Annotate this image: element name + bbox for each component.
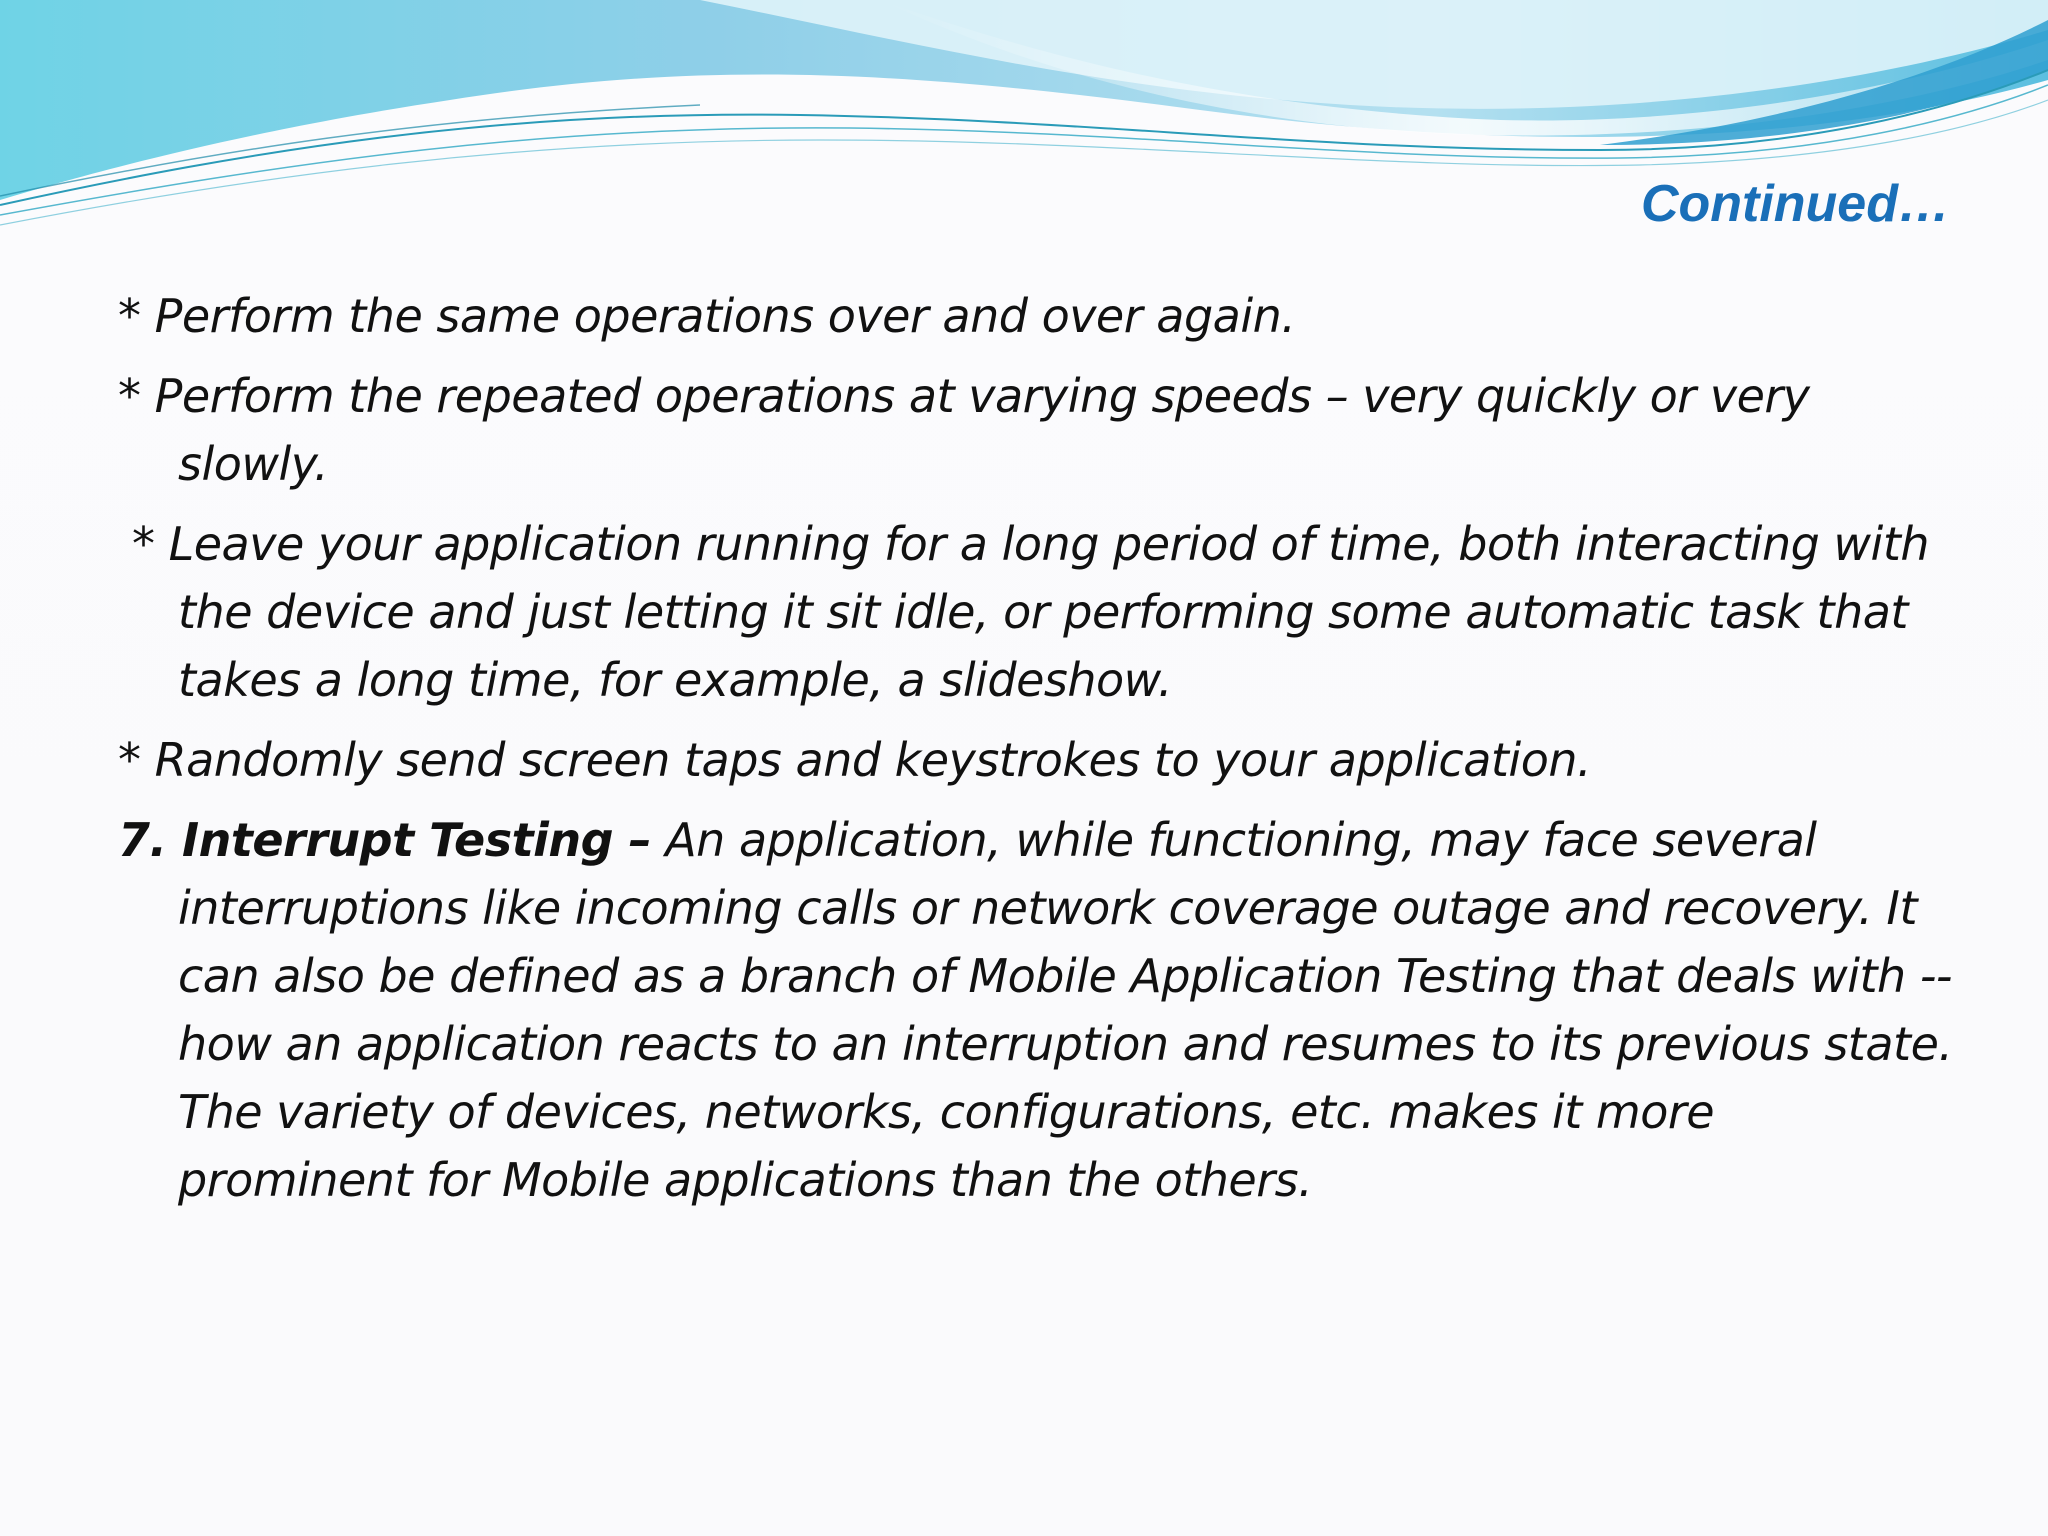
bullet-item: * Perform the repeated operations at varying speeds – very quickly or very slowly. bbox=[118, 369, 1810, 491]
interrupt-testing-paragraph bbox=[118, 806, 1958, 1214]
slide-body bbox=[118, 282, 1958, 1214]
bullet-item: * Leave your application running for a long period of time, both interacting with the device and just letting it sit idle, or performing some automatic task that takes a long time, for example, a slideshow. bbox=[132, 517, 1930, 707]
bullet-item: * Randomly send screen taps and keystrokes to your application. bbox=[118, 733, 1592, 787]
slide-heading: Continued… bbox=[1640, 175, 1950, 233]
bullet-item: * Perform the same operations over and over again. bbox=[118, 289, 1296, 343]
section-lead: 7. Interrupt Testing – bbox=[118, 813, 652, 867]
section-text: An application, while functioning, may face several interruptions like incoming calls or network coverage outage and recovery. It can also be defined as a branch of Mobile Application Testing that deals with --how an application reacts to an interruption and resumes to its previous state. The variety of devices, networks, configurations, etc. makes it more prominent for Mobile applications than the others. bbox=[178, 813, 1953, 1207]
